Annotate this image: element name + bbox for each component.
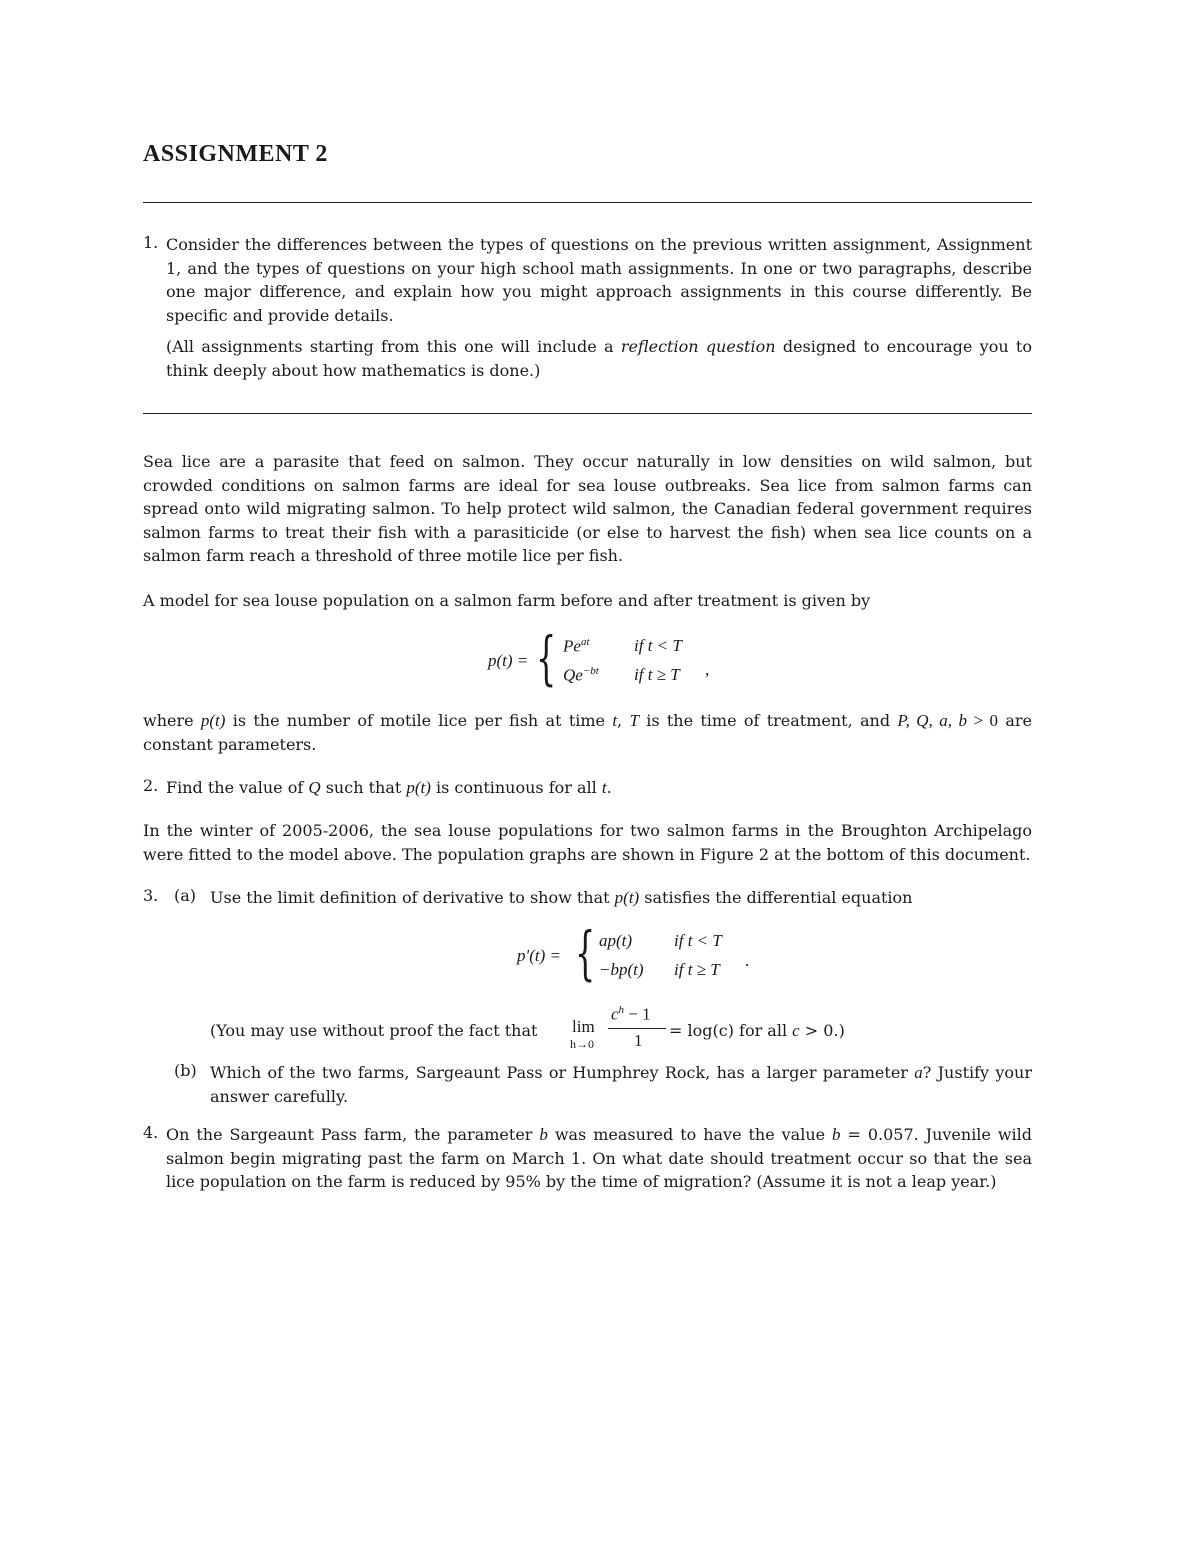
hint-m: c xyxy=(792,1021,800,1040)
model-eq-trail: , xyxy=(705,660,710,679)
hint-post: > 0.) xyxy=(799,1021,845,1040)
hint-num-exp: h xyxy=(618,1004,625,1016)
q1-note-emph: reflection question xyxy=(620,337,776,356)
hint-tail xyxy=(669,1019,845,1043)
de-case2-cond: if t ≥ T xyxy=(674,960,720,979)
q3a-text xyxy=(210,886,1032,910)
model-equation xyxy=(488,624,728,692)
model-eq-lhs: p(t) = xyxy=(488,651,529,670)
de-case1: ap(t) xyxy=(599,931,633,950)
q4-m2: b xyxy=(832,1125,841,1144)
hint-eq: = log(c) for all xyxy=(669,1021,793,1040)
q1-note-pre: (All assignments starting from this one will include a xyxy=(166,337,621,356)
q4-m1: b xyxy=(539,1125,548,1144)
hint-num-rest: − 1 xyxy=(624,1004,651,1024)
q3b-p1: Which of the two farms, Sargeaunt Pass or Humphrey Rock, has a larger parameter xyxy=(210,1063,915,1082)
winter-paragraph: In the winter of 2005-2006, the sea louse populations for two salmon farms in the Broughton Archipelago were fitted to the model above. The population graphs are shown in Figure 2 at the bottom of this document. xyxy=(143,821,1032,864)
de-trail: . xyxy=(745,951,750,970)
q2-m3: t xyxy=(601,778,607,797)
model-eq-case2-cond: if t ≥ T xyxy=(634,665,680,684)
q3b-text xyxy=(210,1061,1032,1108)
q4-text xyxy=(166,1123,1032,1194)
where-m2: t xyxy=(612,711,618,730)
hint-lim: lim xyxy=(572,1017,595,1036)
where-p1: where xyxy=(143,711,201,730)
q1-text: Consider the differences between the types of questions on the previous written assignment, Assignment 1, and the types of questions on your high school math assignments. In one or two paragraphs, describe one major difference, and explain how you might approach assignments in this course differently. Be specific and provide details. xyxy=(166,235,1032,325)
where-m4: P, Q, a, b xyxy=(897,711,967,730)
hint-num-base: c xyxy=(611,1004,619,1024)
where-p2: is the number of motile lice per fish at time xyxy=(225,711,613,730)
model-eq-case1-exp: at xyxy=(580,636,590,648)
de-case2: −bp(t) xyxy=(599,960,644,979)
de-case1-cond: if t < T xyxy=(674,931,722,950)
q3b-p2: ? Justify your answer carefully. xyxy=(210,1063,1033,1106)
q3b-label: (b) xyxy=(174,1061,197,1080)
model-eq-case1-cond: if t < T xyxy=(634,636,682,655)
model-intro: A model for sea louse population on a salmon farm before and after treatment is given by xyxy=(143,591,871,610)
q1-note-post: designed to encourage you to think deeply about how mathematics is done.) xyxy=(166,337,1032,380)
where-m3: T xyxy=(629,711,639,730)
q2-p2: such that xyxy=(320,778,407,797)
de-lhs: p′(t) = xyxy=(517,946,561,965)
intro-paragraph: Sea lice are a parasite that feed on salmon. They occur naturally in low densities on wild salmon, but crowded conditions on salmon farms are ideal for sea louse outbreaks. Sea lice from salmon farms can spread onto wild migrating salmon. To help protect wild salmon, the Canadian federal government requires salmon farms to treat their fish with a parasiticide (or else to harvest the fish) when sea lice counts on a salmon farm reach a threshold of three motile lice per fish. xyxy=(143,452,1032,565)
q2-p4: . xyxy=(606,778,612,797)
q3a-hint xyxy=(210,1002,1032,1054)
q2-p3: is continuous for all xyxy=(430,778,602,797)
where-m1: p(t) xyxy=(200,711,226,730)
q1-number: 1. xyxy=(143,233,159,252)
page-title: ASSIGNMENT 2 xyxy=(143,141,328,167)
q3-number: 3. xyxy=(143,886,159,905)
q2-m1: Q xyxy=(308,778,321,797)
q2-text xyxy=(166,776,1032,800)
model-eq-case1-base: Pe xyxy=(563,636,581,656)
q3b-m1: a xyxy=(914,1063,923,1082)
q3a-p1: Use the limit definition of derivative to show that xyxy=(210,888,615,907)
hint-fraction-bar xyxy=(608,1028,666,1029)
q2-number: 2. xyxy=(143,776,159,795)
model-eq-case1 xyxy=(563,636,590,657)
differential-equation xyxy=(517,919,757,987)
q3a-label: (a) xyxy=(174,886,197,905)
where-paragraph xyxy=(143,709,1032,756)
q2-p1: Find the value of xyxy=(166,778,309,797)
q4-p2: was measured to have the value xyxy=(547,1125,833,1144)
model-eq-case2 xyxy=(563,665,599,686)
q4-p1: On the Sargeaunt Pass farm, the parameter xyxy=(166,1125,540,1144)
hint-lim-sub: h→0 xyxy=(570,1037,594,1051)
hint-numerator xyxy=(611,1004,651,1025)
model-eq-case2-exp: −bt xyxy=(582,665,599,677)
hint-pre: (You may use without proof the fact that xyxy=(210,1021,538,1040)
where-m5: > 0 xyxy=(967,711,999,730)
divider-bottom xyxy=(143,413,1032,414)
divider-top xyxy=(143,202,1032,203)
model-eq-case2-base: Qe xyxy=(563,665,583,685)
where-p4: is the time of treatment, and xyxy=(638,711,898,730)
where-p5: are constant parameters. xyxy=(143,711,1032,754)
hint-denominator: 1 xyxy=(634,1031,643,1050)
q3a-m1: p(t) xyxy=(614,888,640,907)
q2-m2: p(t) xyxy=(406,778,431,797)
model-eq-brace: { xyxy=(536,624,557,692)
q4-p3: = 0.057. Juvenile wild salmon begin migrating past the farm on March 1. On what date should treatment occur so that the sea lice population on the farm is reduced by 95% by the time of migration? (Assume it is not a leap year.) xyxy=(166,1125,1033,1191)
q4-number: 4. xyxy=(143,1123,159,1142)
de-brace: { xyxy=(575,919,596,987)
q1-note xyxy=(166,335,1032,382)
q3a-p2: satisfies the differential equation xyxy=(639,888,913,907)
where-p3: , xyxy=(617,711,630,730)
